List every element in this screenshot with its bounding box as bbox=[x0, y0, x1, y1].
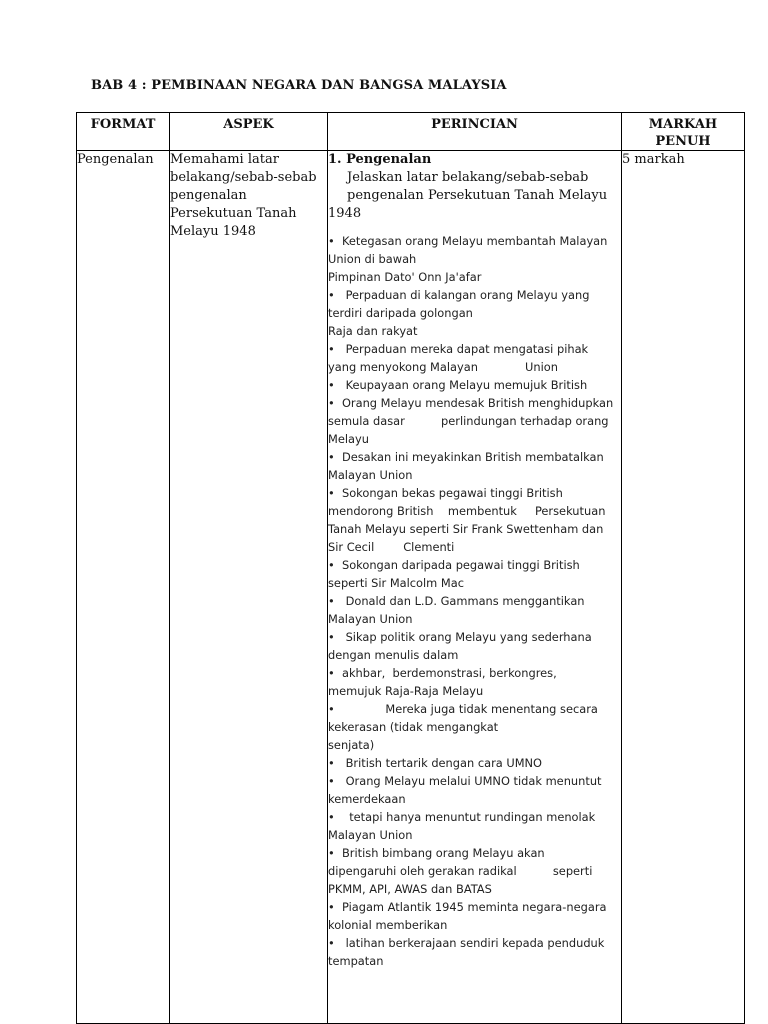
point-line: dengan menulis dalam bbox=[328, 648, 459, 662]
point-line: Pimpinan Dato' Onn Ja'afar bbox=[328, 270, 482, 284]
aspek-line: Memahami latar bbox=[170, 152, 279, 167]
point-line: semula dasar perlindungan terhadap orang bbox=[328, 414, 609, 428]
point-line: Union di bawah bbox=[328, 252, 417, 266]
point-line: • Piagam Atlantik 1945 meminta negara-negara bbox=[328, 900, 607, 914]
point-line: memujuk Raja-Raja Melayu bbox=[328, 684, 484, 698]
point-line: • Donald dan L.D. Gammans menggantikan bbox=[328, 594, 585, 608]
header-format: FORMAT bbox=[77, 113, 170, 151]
point-line: • Orang Melayu melalui UMNO tidak menuntut bbox=[328, 774, 602, 788]
table-row bbox=[77, 151, 745, 1024]
point-line: • latihan berkerajaan sendiri kepada penduduk bbox=[328, 936, 605, 950]
points-list bbox=[328, 232, 621, 970]
point-line: • Ketegasan orang Melayu membantah Malayan bbox=[328, 234, 608, 248]
header-markah-line2: PENUH bbox=[655, 134, 711, 149]
point-line: kemerdekaan bbox=[328, 792, 406, 806]
point-line: • Sokongan bekas pegawai tinggi British bbox=[328, 486, 563, 500]
point-line: seperti Sir Malcolm Mac bbox=[328, 576, 464, 590]
point-line: mendorong British membentuk Persekutuan bbox=[328, 504, 606, 518]
question-year: 1948 bbox=[328, 206, 362, 221]
aspek-cell bbox=[170, 151, 328, 1024]
point-line: • Desakan ini meyakinkan British membatalkan bbox=[328, 450, 604, 464]
header-markah-line1: MARKAH bbox=[648, 117, 718, 132]
point-line: Tanah Melayu seperti Sir Frank Swettenham dan bbox=[328, 522, 604, 536]
aspek-line: pengenalan bbox=[170, 188, 247, 203]
point-line: senjata) bbox=[328, 738, 375, 752]
section-heading: 1. Pengenalan bbox=[328, 152, 432, 167]
content-table bbox=[76, 112, 745, 1024]
point-line: Melayu bbox=[328, 432, 369, 446]
markah-value: 5 markah bbox=[622, 152, 685, 167]
point-line: Sir Cecil Clementi bbox=[328, 540, 455, 554]
point-line: • British bimbang orang Melayu akan bbox=[328, 846, 545, 860]
point-line: • Orang Melayu mendesak British menghidupkan bbox=[328, 396, 614, 410]
point-line: kekerasan (tidak mengangkat bbox=[328, 720, 499, 734]
point-line: • Sokongan daripada pegawai tinggi British bbox=[328, 558, 580, 572]
header-aspek: ASPEK bbox=[170, 113, 328, 151]
point-line: Malayan Union bbox=[328, 828, 413, 842]
perincian-cell bbox=[328, 151, 622, 1024]
point-line: • Mereka juga tidak menentang secara bbox=[328, 702, 598, 716]
point-line: tempatan bbox=[328, 954, 384, 968]
header-perincian: PERINCIAN bbox=[328, 113, 622, 151]
point-line: terdiri daripada golongan bbox=[328, 306, 473, 320]
point-line: • akhbar, berdemonstrasi, berkongres, bbox=[328, 666, 557, 680]
aspek-line: Persekutuan Tanah bbox=[170, 206, 297, 221]
point-line: PKMM, API, AWAS dan BATAS bbox=[328, 882, 492, 896]
point-line: yang menyokong Malayan Union bbox=[328, 360, 558, 374]
header-markah bbox=[622, 113, 745, 151]
point-line: • Perpaduan mereka dapat mengatasi pihak bbox=[328, 342, 589, 356]
document-title: BAB 4 : PEMBINAAN NEGARA DAN BANGSA MALAYSIA bbox=[91, 78, 507, 93]
question-line: Jelaskan latar belakang/sebab-sebab bbox=[347, 170, 589, 185]
point-line: • British tertarik dengan cara UMNO bbox=[328, 756, 543, 770]
header-row bbox=[77, 113, 745, 151]
aspek-line: belakang/sebab-sebab bbox=[170, 170, 317, 185]
question-line: pengenalan Persekutuan Tanah Melayu bbox=[347, 188, 608, 203]
point-line: Malayan Union bbox=[328, 612, 413, 626]
markah-cell bbox=[622, 151, 745, 1024]
point-line: Raja dan rakyat bbox=[328, 324, 418, 338]
point-line: • Sikap politik orang Melayu yang sederhana bbox=[328, 630, 592, 644]
format-value: Pengenalan bbox=[77, 152, 154, 167]
point-line: kolonial memberikan bbox=[328, 918, 448, 932]
format-cell bbox=[77, 151, 170, 1024]
point-line: Malayan Union bbox=[328, 468, 413, 482]
point-line: • Keupayaan orang Melayu memujuk British bbox=[328, 378, 588, 392]
point-line: dipengaruhi oleh gerakan radikal seperti bbox=[328, 864, 593, 878]
point-line: • Perpaduan di kalangan orang Melayu yang bbox=[328, 288, 590, 302]
aspek-line: Melayu 1948 bbox=[170, 224, 256, 239]
point-line: • tetapi hanya menuntut rundingan menolak bbox=[328, 810, 596, 824]
